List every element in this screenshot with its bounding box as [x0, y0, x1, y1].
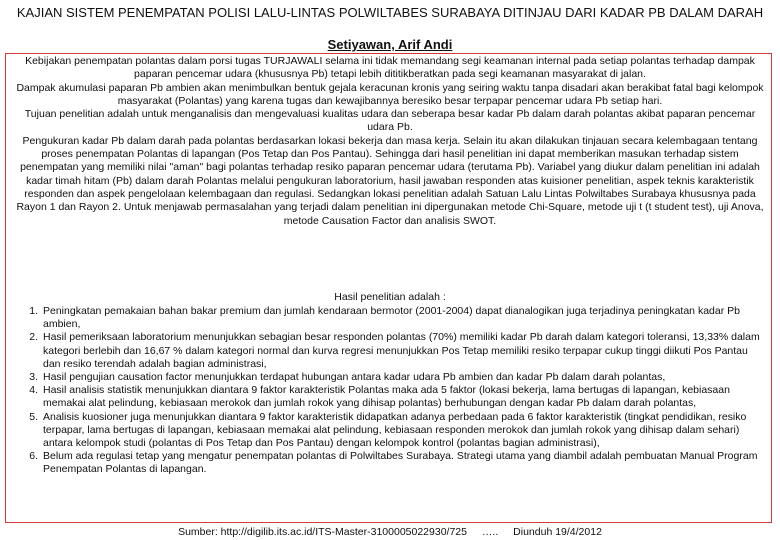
- result-item: [12, 331, 760, 371]
- result-number: 5.: [29, 410, 38, 423]
- abstract-paragraph: Dampak akumulasi paparan Pb ambien akan menimbulkan bentuk gejala keracunan kronis yang seiring waktu tanpa disadari akan berakibat fatal bagi kelompok masyarakat (Polantas) yang karena tugas dan kewajibannya beresiko besar terpapar pencemar udara Pb setiap hari.: [16, 81, 764, 107]
- result-number: 3.: [29, 371, 38, 384]
- result-text: Peningkatan pemakaian bahan bakar premium dan jumlah kendaraan bermotor (2001-2004) dapat dianalogikan juga terjadinya peningkatan kadar Pb ambien,: [43, 305, 740, 331]
- result-text: Hasil analisis statistik menunjukkan diantara 9 faktor karakteristik Polantas maka ada 5 faktor (lokasi bekerja, lama bertugas di lapangan, kebiasaan memakai alat pelindung, kebiasaan merokok dan jumlah rokok yang dihisap polantas) berhubungan dengan kadar Pb dalam darah polantas,: [43, 384, 730, 410]
- result-item: [12, 305, 760, 331]
- result-number: 2.: [29, 331, 38, 344]
- result-text: Hasil pemeriksaan laboratorium menunjukkan sebagian besar responden polantas (70%) memiliki kadar Pb darah dalam kategori toleransi, 13,33% dalam kategori berlebih dan 16,67 % dalam kategori normal dan kurva regresi menunjukkan Pos Tetap memiliki resiko terpapar cukup tinggi diikuti Pos Pantau dan resiko terendah adalah bagian administrasi,: [43, 331, 760, 370]
- document-title: KAJIAN SISTEM PENEMPATAN POLISI LALU-LINTAS POLWILTABES SURABAYA DITINJAU DARI KADAR PB DALAM DARAH: [16, 5, 764, 20]
- abstract-paragraph: Tujuan penelitian adalah untuk menganalisis dan mengevaluasi kualitas udara dan seberapa besar kadar Pb dalam darah polantas akibat paparan pencemar udara Pb.: [24, 108, 756, 134]
- abstract-body: [14, 55, 766, 228]
- result-text: Analisis kuosioner juga menunjukkan diantara 9 faktor karakteristik didapatkan adanya perbedaan pada 6 faktor karakteristik (tingkat pendidikan, resiko terpapar, lama bertugas di lapangan, kebiasaan memakai alat pelindung, kebiasaan responden merokok dan jumlah rokok yang dihisap dalam sehari) antara kelompok studi (polantas di Pos Tetap dan Pos Pantau) dengan kelompok kontrol (polantas bagian administrasi),: [43, 410, 747, 450]
- author-name: Setiyawan, Arif Andi: [327, 37, 453, 52]
- abstract-paragraph: Pengukuran kadar Pb dalam darah pada polantas berdasarkan lokasi bekerja dan masa kerja. Selain itu akan dilakukan tinjauan secara kelembagaan tentang proses penempatan Polantas di lapangan (Pos Tetap dan Pos Pantau). Sehingga dari hasil penelitian ini dapat memberikan masukan terhadap sistem penempatan yang memiliki nilai "aman" bagi polantas terhadap resiko paparan pencemar udara (terutama Pb). Variabel yang diukur dalam penelitian ini adalah kadar timah hitam (Pb) dalam darah Polantas melalui pengukuran laboratorium, hasil jawaban responden atas kuisioner penelitian, aspek teknis karakteristik responden dan aspek pengelolaan kelembagaan dan regulasi. Sedangkan lokasi penelitian adalah Satuan Lalu Lintas Polwiltabes Surabaya khususnya pada Rayon 1 dan Rayon 2. Untuk menjawab permasalahan yang terjadi dalam penelitian ini dipergunakan metode Chi-Square, metode uji t (t student test), uji Anova, metode Causation Factor dan analisis SWOT.: [16, 134, 764, 227]
- download-date: Diunduh 19/4/2012: [513, 526, 602, 538]
- result-text: Hasil pengujian causation factor menunjukkan terdapat hubungan antara kadar udara Pb ambien dan kadar Pb dalam darah polantas,: [43, 371, 666, 384]
- result-item: [12, 450, 760, 476]
- source-citation: Sumber: http://digilib.its.ac.id/ITS-Master-3100005022930/725: [178, 526, 467, 538]
- result-text: Belum ada regulasi tetap yang mengatur penempatan polantas di Polwiltabes Surabaya. Strategi utama yang diambil adalah pembuatan Manual Program Penempatan Polantas di lapangan.: [43, 450, 758, 476]
- result-number: 1.: [29, 305, 38, 317]
- results-list: [12, 305, 760, 477]
- abstract-paragraph: Kebijakan penempatan polantas dalam porsi tugas TURJAWALI selama ini tidak memandang segi keamanan internal pada setiap polantas terhadap dampak paparan pencemar udara (khususnya Pb) tetapi lebih dititikberatkan pada segi keamanan masyarakat di jalan.: [25, 55, 755, 81]
- result-number: 4.: [29, 384, 38, 397]
- result-number: 6.: [29, 450, 38, 463]
- result-item: [12, 371, 760, 384]
- footer-ellipsis: …..: [481, 526, 499, 538]
- source-footer: [0, 526, 780, 539]
- results-heading: Hasil penelitian adalah :: [334, 291, 446, 303]
- result-item: [12, 384, 760, 410]
- result-item: [12, 411, 760, 451]
